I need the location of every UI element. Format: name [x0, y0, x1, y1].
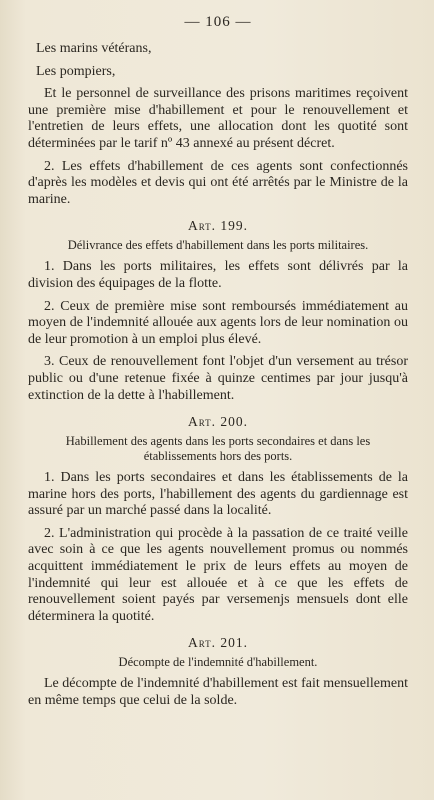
line-pompiers: Les pompiers,: [36, 63, 116, 79]
article-200-paragraph-2: 2. L'administration qui procède à la passation de ce traité veille avec soin à ce que les agents nouvellement promus ou nommés acquittent immédiatement le prix de leurs effets au moyen de l'indemnité qui leur est allouée et à ce que les effets de renouvellement soient payés par versemenjs mensuels dont elle déterminera la quotité.: [28, 525, 408, 624]
article-201-paragraph-1: Le décompte de l'indemnité d'habillement est fait mensuellement en même temps que celui de la solde.: [28, 676, 408, 709]
article-199-paragraph-2: 2. Ceux de première mise sont remboursés immédiatement au moyen de l'indemnité allouée aux agents lors de leur nomination ou de leur promotion à un emploi plus élevé.: [28, 298, 408, 347]
article-199-subtitle: Délivrance des effets d'habillement dans les ports militaires.: [67, 238, 369, 253]
paragraph-effets: 2. Les effets d'habillement de ces agents sont confectionnés d'après les modèles et devis qui ont été arrêtés par le Ministre de la marine.: [28, 158, 408, 207]
article-200-title: Art. 200.: [187, 414, 249, 430]
article-199-paragraph-3: 3. Ceux de renouvellement font l'objet d'un versement au trésor public ou d'une retenue fixée à quinze centimes par jour jusqu'à extinction de la dette à l'habillement.: [28, 354, 408, 403]
article-199-paragraph-1: 1. Dans les ports militaires, les effets sont délivrés par la division des équipages de la flotte.: [28, 259, 408, 291]
article-201-title: Art. 201.: [187, 635, 249, 651]
article-201-subtitle: Décompte de l'indemnité d'habillement.: [118, 655, 318, 670]
article-200-subtitle: Habillement des agents dans les ports secondaires et dans les établissements hors des ports.: [65, 434, 371, 464]
article-200-paragraph-1: 1. Dans les ports secondaires et dans les établissements de la marine hors des ports, l'habillement des agents du gardiennage est assuré par un marché passé dans la localité.: [28, 470, 408, 519]
paragraph-personnel: Et le personnel de surveillance des prisons maritimes reçoivent une première mise d'habillement et pour le renouvellement et l'entretien de leurs effets, une allocation dont les quotité sont déterminées par le tarif nº 43 annexé au présent décret.: [28, 86, 408, 151]
line-marins: Les marins vétérans,: [36, 41, 152, 56]
article-199-title: Art. 199.: [187, 218, 249, 234]
page-number: — 106 —: [184, 14, 252, 30]
